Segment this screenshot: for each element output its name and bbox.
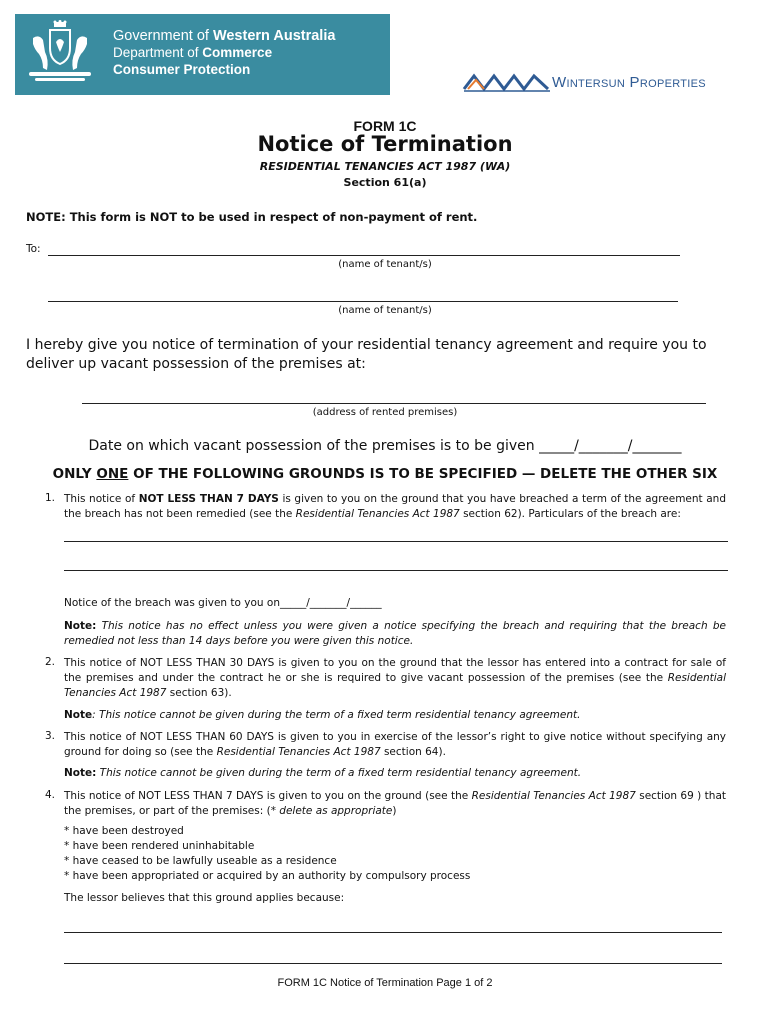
g1-note-label: Note:	[64, 620, 97, 632]
ground-4-option-2: * have been rendered uninhabitable	[64, 840, 255, 852]
intro-text: I hereby give you notice of termination of your residential tenancy agreement and require you to deliver up vacant possession of the premises at:	[26, 337, 707, 372]
tenant-caption-1: (name of tenant/s)	[338, 259, 432, 270]
ground-3-text	[64, 730, 726, 760]
government-banner	[15, 14, 390, 95]
gov-title-part: Government of	[113, 28, 213, 44]
instruction-part: ONLY	[52, 466, 97, 482]
breach-particulars-field-1[interactable]	[64, 541, 728, 542]
department-name: Commerce	[202, 45, 273, 60]
instruction-underlined: ONE	[96, 466, 129, 482]
g3-note-text: This notice cannot be given during the term of a fixed term residential tenancy agreement.	[96, 767, 582, 779]
gov-title-bold: Western Australia	[212, 28, 336, 44]
wintersun-logo-icon	[462, 70, 552, 92]
g2-act: Residential Tenancies Act 1987	[64, 672, 726, 699]
g1-text-a: This notice of	[64, 493, 139, 505]
g2-text-a: This notice of NOT LESS THAN 30 DAYS is given to you on the ground that the lessor has entered into a contract for sale of the premises and under the contract he or she is required to give vacant possession of the premises (see the	[64, 657, 726, 684]
address-caption: (address of rented premises)	[312, 407, 458, 418]
ground-1-note	[64, 619, 726, 649]
act-name: RESIDENTIAL TENANCIES ACT 1987 (WA)	[259, 160, 511, 173]
ground-4-text	[64, 789, 726, 819]
ground-4-because-label: The lessor believes that this ground applies because:	[64, 892, 345, 904]
page-footer: FORM 1C Notice of Termination Page 1 of 2	[277, 977, 493, 989]
grounds-instruction	[0, 466, 770, 482]
agency-name: Wintersun Properties	[552, 74, 706, 91]
g1-text-c: is given to you on the ground that you have breached a term of the agreement and the breach has not been remedied (see the	[64, 493, 726, 520]
ground-3-note	[64, 766, 726, 781]
to-label: To:	[26, 243, 41, 255]
g1-text-d: section 62). Particulars of the breach are:	[459, 508, 681, 520]
g1-text-bold: NOT LESS THAN 7 DAYS	[138, 493, 279, 505]
instruction-rest: OF THE FOLLOWING GROUNDS IS TO BE SPECIFIED — DELETE THE OTHER SIX	[128, 466, 718, 482]
department-prefix: Department of	[113, 45, 203, 60]
usage-note: NOTE: This form is NOT to be used in respect of non-payment of rent.	[26, 210, 478, 224]
ground-4-reason-field-1[interactable]	[64, 932, 722, 933]
ground-4-option-1: * have been destroyed	[64, 825, 184, 837]
breach-notice-date[interactable]: Notice of the breach was given to you on_____/_______/______	[64, 597, 382, 609]
coat-of-arms-icon	[25, 20, 95, 86]
ground-2-text	[64, 656, 726, 701]
possession-date[interactable]: Date on which vacant possession of the premises is to be given _____/_______/_______	[88, 438, 682, 454]
g3-act: Residential Tenancies Act 1987	[216, 746, 381, 758]
g2-text-d: section 63).	[166, 687, 232, 699]
g1-act: Residential Tenancies Act 1987	[295, 508, 460, 520]
department-title	[113, 45, 272, 60]
g3-text-a: This notice of NOT LESS THAN 60 DAYS is given to you in exercise of the lessor’s right to give notice without specifying any ground for doing so (see the	[64, 731, 726, 758]
section-ref: Section 61(a)	[343, 176, 427, 189]
address-field[interactable]	[82, 403, 706, 404]
ground-4-option-4: * have been appropriated or acquired by an authority by compulsory process	[64, 870, 471, 882]
g4-text-f: )	[392, 805, 397, 817]
ground-1-number: 1.	[45, 492, 56, 504]
ground-2-note	[64, 708, 726, 723]
gov-title	[113, 28, 335, 44]
g4-delete-hint: delete as appropriate	[279, 805, 393, 817]
tenant-caption-2: (name of tenant/s)	[338, 305, 432, 316]
ground-4-option-3: * have ceased to be lawfully useable as a residence	[64, 855, 337, 867]
g3-note-label: Note:	[64, 767, 97, 779]
page-title: Notice of Termination	[257, 132, 513, 156]
ground-4-reason-field-2[interactable]	[64, 963, 722, 964]
division-title: Consumer Protection	[113, 62, 251, 77]
g2-note-text: : This notice cannot be given during the term of a fixed term residential tenancy agreement.	[92, 709, 581, 721]
breach-particulars-field-2[interactable]	[64, 570, 728, 571]
g2-note-label: Note	[64, 709, 93, 721]
ground-1-text	[64, 492, 726, 522]
tenant-name-field-1[interactable]	[48, 255, 680, 256]
g1-note-text: This notice has no effect unless you were given a notice specifying the breach and requiring that the breach be remedied not less than 14 days before you were given this notice.	[64, 620, 726, 647]
form-code: FORM 1C	[353, 118, 417, 134]
ground-3-number: 3.	[45, 730, 56, 742]
g4-text-a: This notice of NOT LESS THAN 7 DAYS is given to you on the ground (see the	[64, 790, 472, 802]
g4-text-d: section 69 ) that the premises, or part of the premises: (*	[64, 790, 726, 817]
tenant-name-field-2[interactable]	[48, 301, 678, 302]
ground-4-number: 4.	[45, 789, 56, 801]
g3-text-d: section 64).	[380, 746, 446, 758]
ground-2-number: 2.	[45, 656, 56, 668]
g4-act: Residential Tenancies Act 1987	[471, 790, 636, 802]
